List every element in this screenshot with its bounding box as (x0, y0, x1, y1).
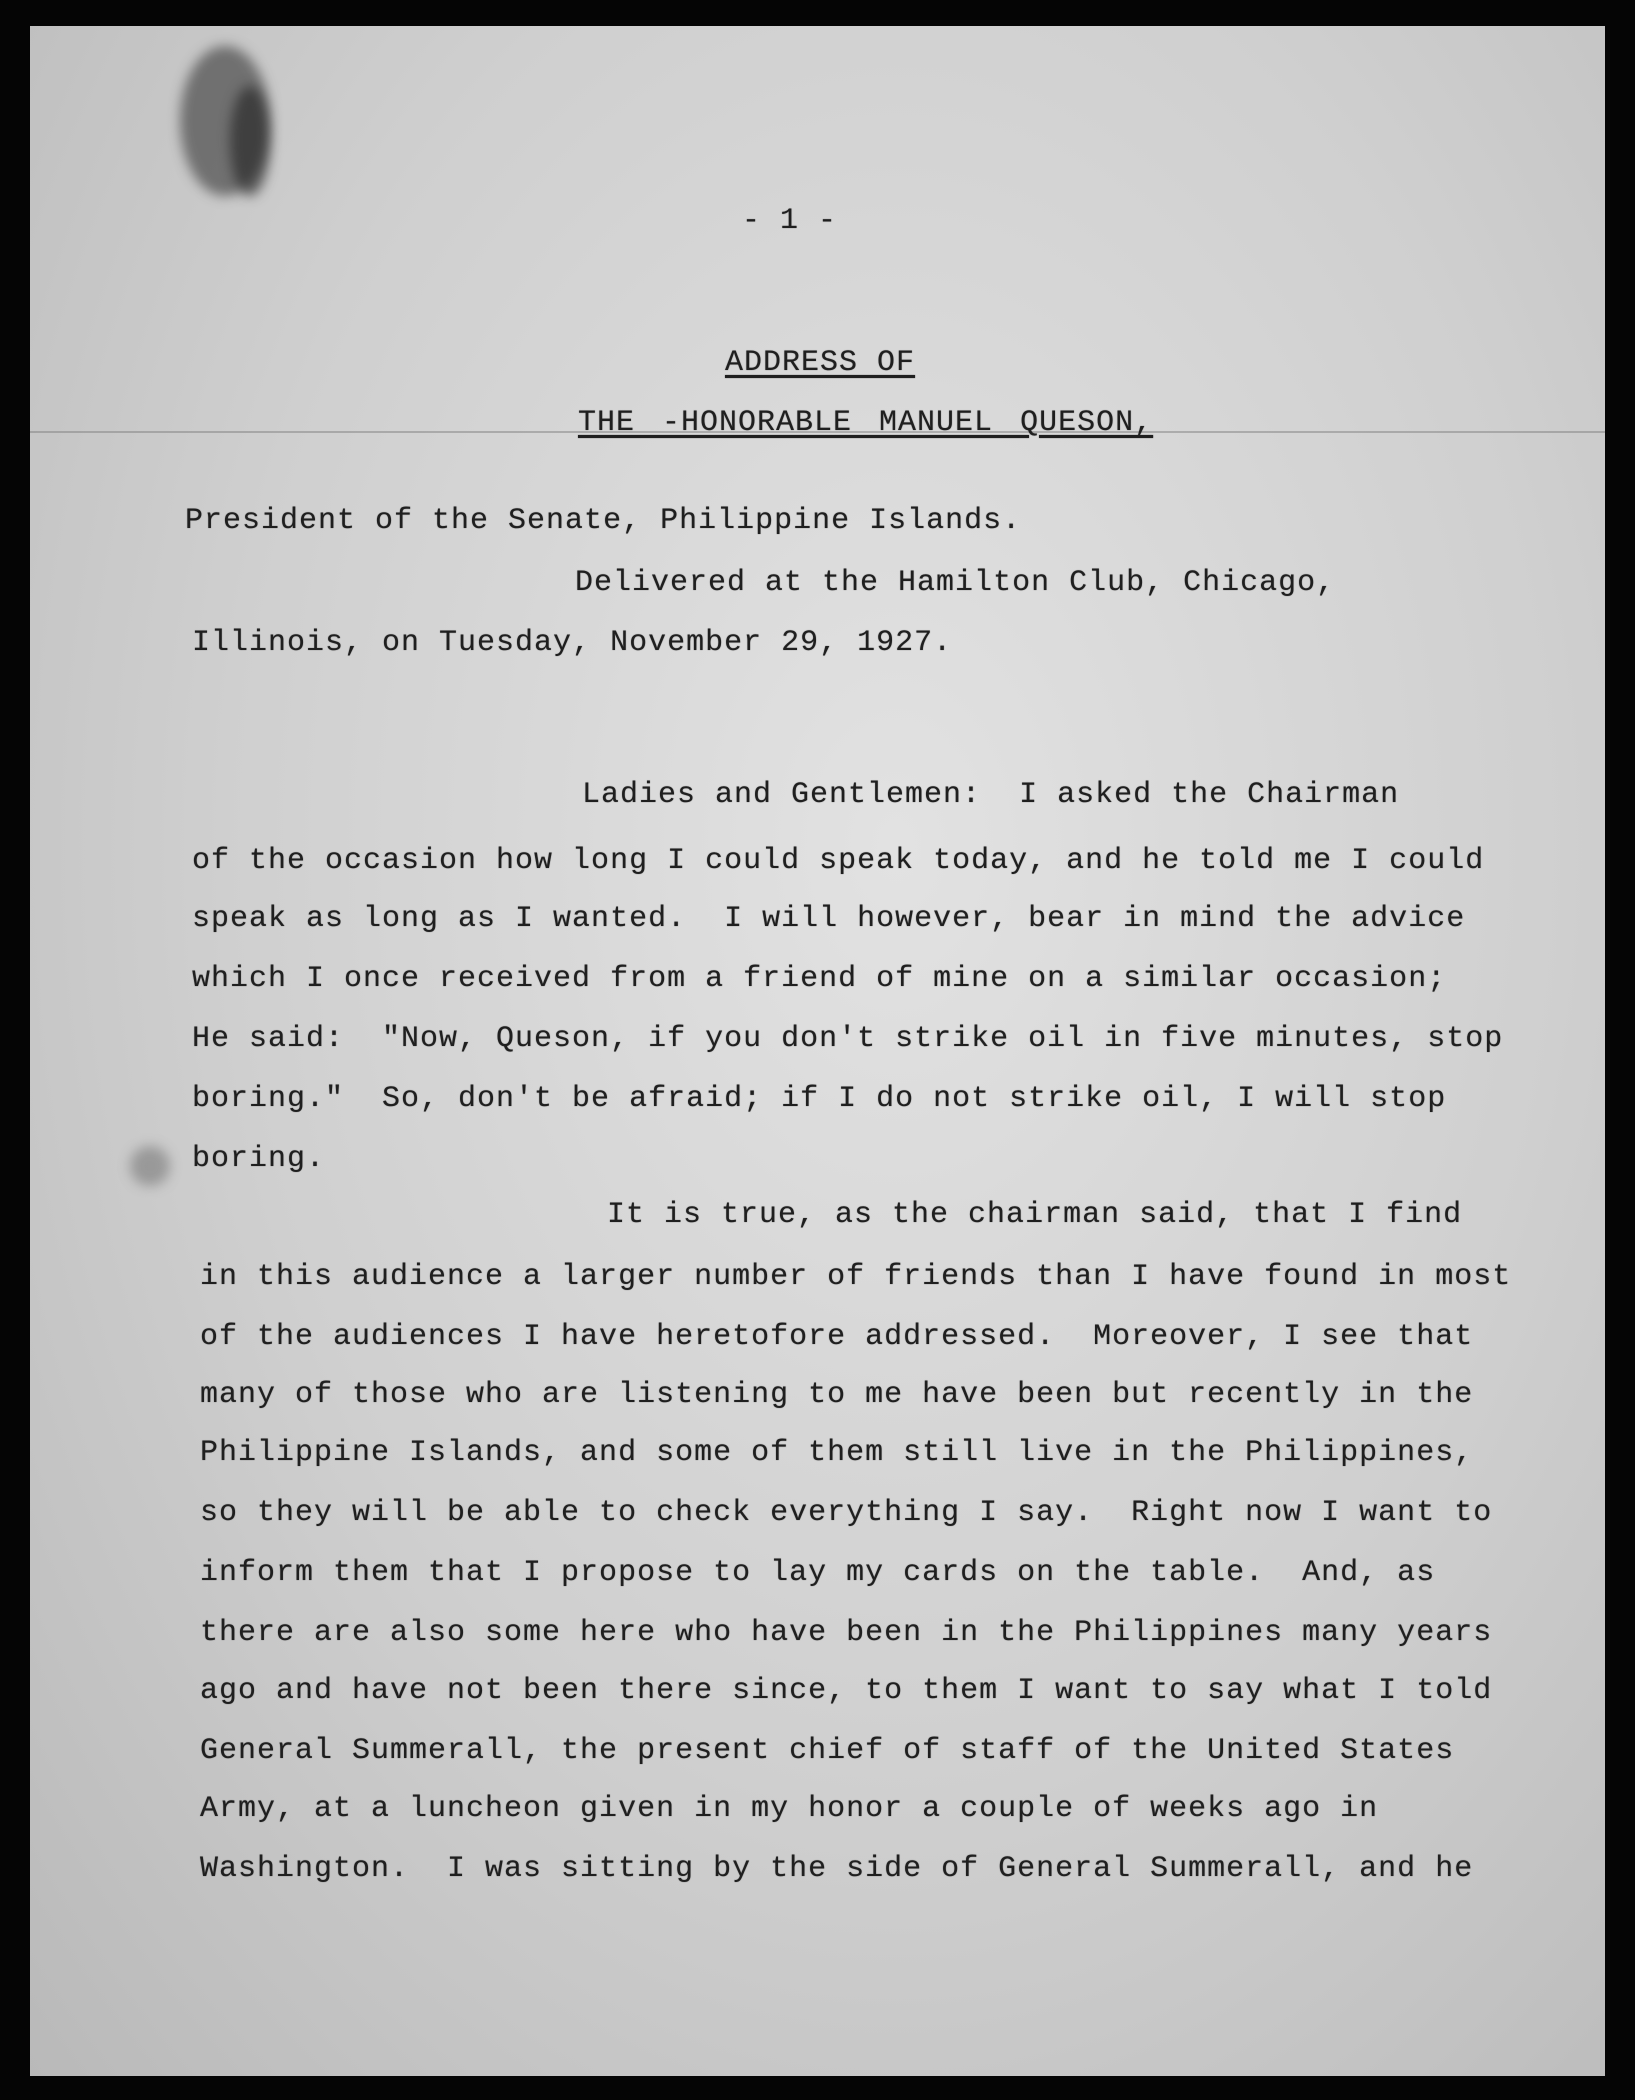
ink-smudge (130, 1146, 170, 1186)
body-line: inform them that I propose to lay my cards on the table. And, as (200, 1556, 1436, 1590)
paper-sheet (30, 26, 1605, 2076)
body-line: which I once received from a friend of mine on a similar occasion; (192, 962, 1447, 996)
body-line: so they will be able to check everything I say. Right now I want to (200, 1496, 1493, 1530)
body-line: Washington. I was sitting by the side of General Summerall, and he (200, 1852, 1474, 1886)
title-line-2: THE -HONORABLE MANUEL QUESON, (578, 406, 1154, 440)
body-line: speak as long as I wanted. I will however, bear in mind the advice (192, 902, 1466, 936)
body-line: boring." So, don't be afraid; if I do not strike oil, I will stop (192, 1082, 1447, 1116)
body-line: Army, at a luncheon given in my honor a couple of weeks ago in (200, 1792, 1379, 1826)
body-line: in this audience a larger number of friends than I have found in most (200, 1260, 1512, 1294)
body-line: of the audiences I have heretofore addressed. Moreover, I see that (200, 1320, 1474, 1354)
body-line: General Summerall, the present chief of staff of the United States (200, 1734, 1455, 1768)
body-line: It is true, as the chairman said, that I find (607, 1198, 1463, 1232)
title-line-1: ADDRESS OF (725, 346, 916, 380)
body-line: boring. (192, 1142, 326, 1176)
body-line: of the occasion how long I could speak today, and he told me I could (192, 844, 1485, 878)
body-line: Philippine Islands, and some of them still live in the Philippines, (200, 1436, 1474, 1470)
body-line: there are also some here who have been in the Philippines many years (200, 1616, 1493, 1650)
body-line: Ladies and Gentlemen: I asked the Chairman (582, 778, 1400, 812)
page-number: - 1 - (742, 204, 838, 238)
body-line: ago and have not been there since, to them I want to say what I told (200, 1674, 1493, 1708)
body-line: He said: "Now, Queson, if you don't strike oil in five minutes, stop (192, 1022, 1504, 1056)
ink-smudge (230, 86, 270, 196)
heading-line-3: Illinois, on Tuesday, November 29, 1927. (192, 626, 953, 660)
body-line: many of those who are listening to me have been but recently in the (200, 1378, 1474, 1412)
heading-line-1: President of the Senate, Philippine Islands. (185, 504, 1022, 538)
heading-line-2: Delivered at the Hamilton Club, Chicago, (575, 566, 1336, 600)
